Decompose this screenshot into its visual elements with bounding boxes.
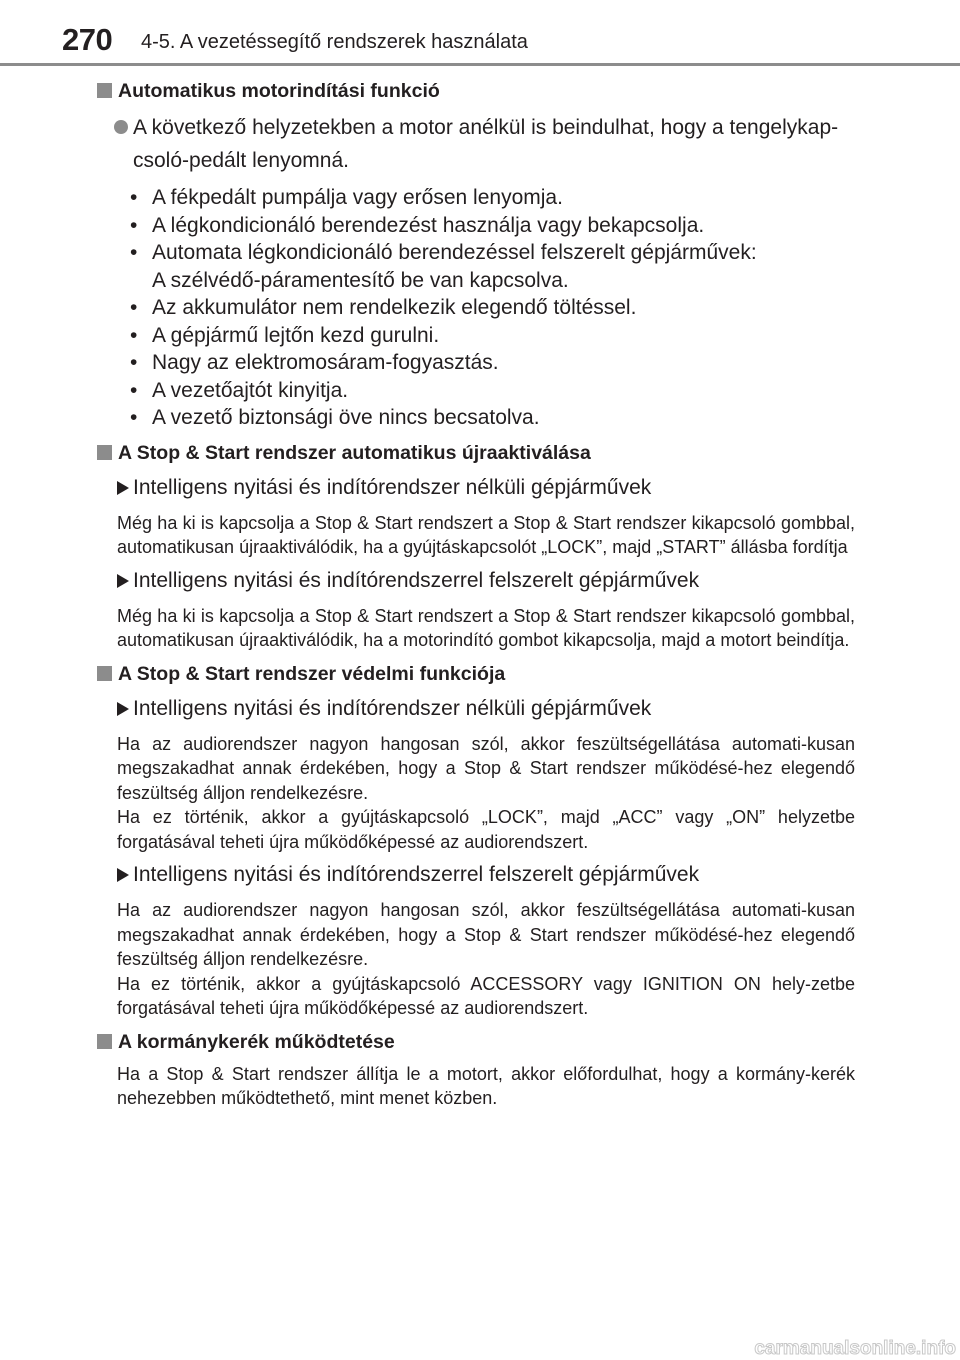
watermark-text: carmanualsonline.info (754, 1338, 956, 1359)
bullet-dot-icon: • (130, 213, 138, 237)
bullet-dot-icon: • (130, 406, 138, 429)
body-paragraph: Ha a Stop & Start rendszer állítja le a motort, akkor előfordulhat, hogy a kormány-kerék nehezebben működtethető, mint menet közben. (117, 1063, 855, 1108)
bullet-dot-icon: • (130, 296, 138, 319)
bullet-dot-icon: • (130, 241, 138, 264)
watermark-logo (720, 1334, 960, 1360)
gray-circle-marker-icon (114, 120, 128, 134)
bullet-item: • A légkondicionáló berendezést használja vagy bekapcsolja. (130, 212, 855, 240)
header-rule (0, 63, 960, 66)
section-title: Automatikus motorindítási funkció (118, 80, 440, 102)
bullet-item: • Automata légkondicionáló berendezéssel felszerelt gépjárművek: A szélvédő-páramentesítő be van kapcsolva. (130, 239, 855, 294)
triangle-arrow-icon (117, 574, 129, 588)
triangle-arrow-icon (117, 868, 129, 882)
bullet-dot-icon: • (130, 378, 138, 402)
section-title: A kormánykerék működtetése (118, 1030, 395, 1053)
section-heading (97, 440, 855, 467)
gray-square-marker-icon (97, 445, 112, 460)
bullet-dot-icon: • (130, 186, 138, 209)
bullet-item: • A vezető biztonsági öve nincs becsatolva. (130, 404, 855, 432)
body-paragraph: Ha az audiorendszer nagyon hangosan szól, akkor feszültségellátása automati-kusan megszakadhat annak érdekében, hogy a Stop & Start rendszer működésé-hez elegendő feszültség álljon rendelkezésre. Ha ez történik, akkor a gyújtáskapcsoló „LOCK”, majd „ACC” vagy „ON” helyzetbe forgatásával teheti újra működőképessé az audiorendszert. (117, 733, 855, 852)
body-paragraph: Még ha ki is kapcsolja a Stop & Start rendszert a Stop & Start rendszer kikapcsoló gombbal, automatikusan újraaktiválódik, ha a gyújtáskapcsolót „LOCK”, majd „START” állásba fordítja (117, 512, 855, 557)
chapter-title: 4-5. A vezetéssegítő rendszerek használata (141, 31, 528, 53)
gray-square-marker-icon (97, 83, 112, 98)
subsection-heading: Intelligens nyitási és indítórendszerrel felszerelt gépjárművek (117, 860, 855, 889)
body-paragraph: Még ha ki is kapcsolja a Stop & Start rendszert a Stop & Start rendszer kikapcsoló gombbal, automatikusan újraaktiválódik, ha a motorindító gombot kikapcsolja, majd a motort beindítja. (117, 605, 855, 650)
bullet-item: • A fékpedált pumpálja vagy erősen lenyomja. (130, 184, 855, 212)
bullet-dot-icon: • (130, 323, 138, 347)
subsection-heading: Intelligens nyitási és indítórendszer nélküli gépjárművek (117, 473, 855, 502)
gray-square-marker-icon (97, 1034, 112, 1049)
page-content (97, 78, 855, 1115)
subsection-heading: Intelligens nyitási és indítórendszerrel felszerelt gépjárművek (117, 566, 855, 595)
section-heading (97, 78, 855, 105)
page-number: 270 (62, 22, 113, 57)
bullet-item: • Az akkumulátor nem rendelkezik elegendő töltéssel. (130, 294, 855, 322)
page-header (0, 0, 960, 64)
triangle-arrow-icon (117, 702, 129, 716)
circle-item-text: A következő helyzetekben a motor anélkül is beindulhat, hogy a tengelykap-csoló-pedált lenyomná. (133, 116, 839, 172)
bullet-list (97, 184, 855, 432)
bullet-item: • A vezetőajtót kinyitja. (130, 377, 855, 405)
section-heading (97, 661, 855, 688)
section-title: A Stop & Start rendszer védelmi funkciója (118, 662, 506, 685)
subsection-heading: Intelligens nyitási és indítórendszer nélküli gépjárművek (117, 694, 855, 723)
triangle-arrow-icon (117, 481, 129, 495)
bullet-dot-icon: • (130, 351, 138, 374)
section-heading (97, 1029, 855, 1056)
bullet-item: • A gépjármű lejtőn kezd gurulni. (130, 322, 855, 350)
body-paragraph: Ha az audiorendszer nagyon hangosan szól, akkor feszültségellátása automati-kusan megszakadhat annak érdekében, hogy a Stop & Start rendszer működésé-hez elegendő feszültség álljon rendelkezésre. Ha ez történik, akkor a gyújtáskapcsoló ACCESSORY vagy IGNITION ON hely-zetbe forgatásával teheti újra működőképessé az audiorendszert. (117, 900, 855, 1018)
section-title: A Stop & Start rendszer automatikus újraaktiválása (118, 441, 591, 464)
circle-item (114, 111, 855, 177)
bullet-item: • Nagy az elektromosáram-fogyasztás. (130, 349, 855, 377)
gray-square-marker-icon (97, 666, 112, 681)
